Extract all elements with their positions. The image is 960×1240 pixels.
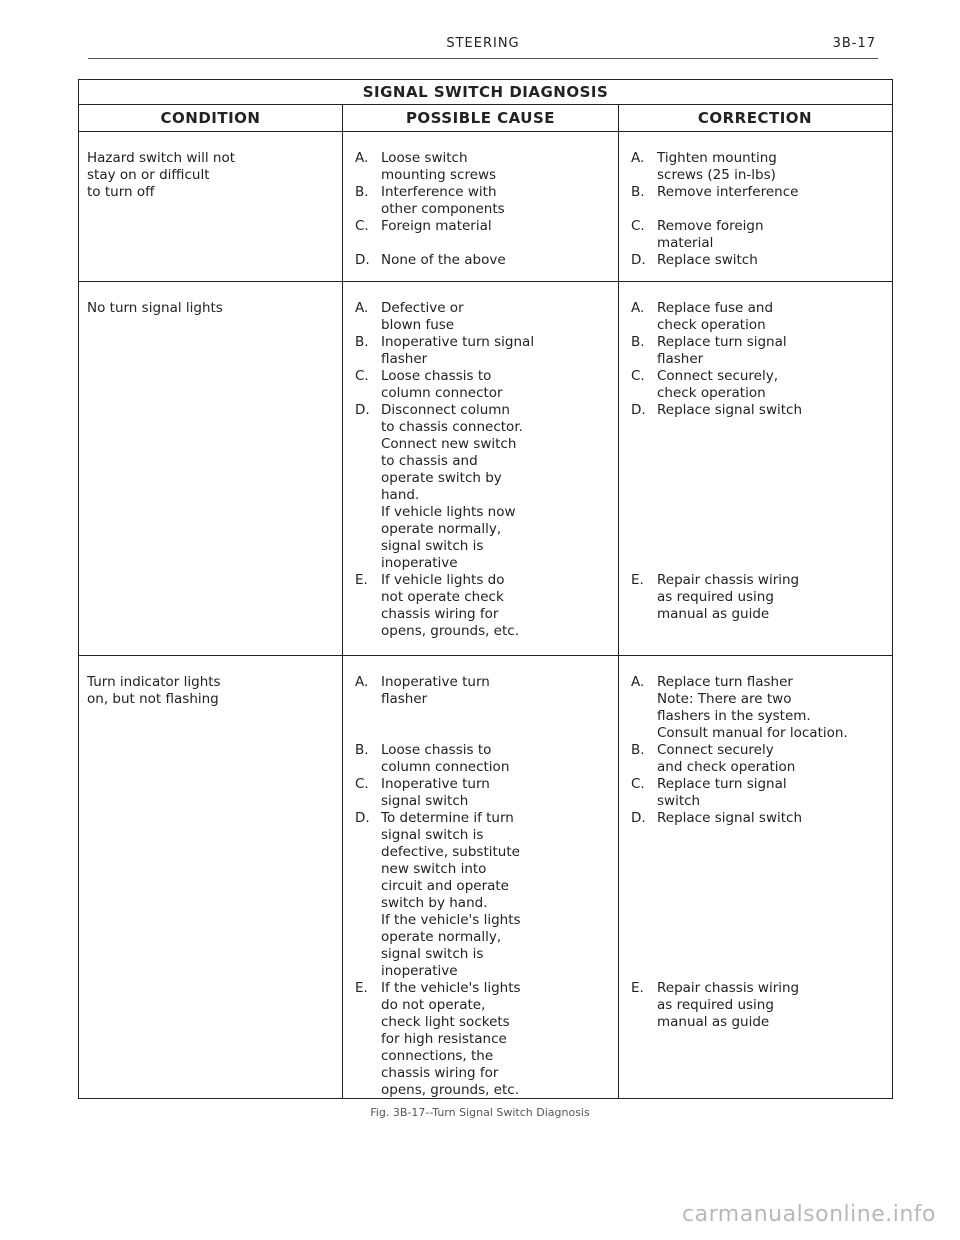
- condition-cell: Turn indicator lights on, but not flashing: [87, 674, 221, 707]
- cause-item: [351, 184, 612, 218]
- item-text: Replace fuse and check operation: [657, 300, 774, 333]
- item-letter: D.: [631, 810, 646, 826]
- item-text: Defective or blown fuse: [381, 300, 464, 333]
- item-letter: C.: [355, 218, 369, 234]
- item-text: Loose chassis to column connector: [381, 368, 503, 401]
- table-title: SIGNAL SWITCH DIAGNOSIS: [79, 80, 892, 105]
- item-letter: A.: [355, 674, 369, 690]
- cause-item: [351, 742, 612, 776]
- column-header-condition: CONDITION: [160, 109, 261, 127]
- correction-item: [627, 334, 885, 368]
- condition-cell: No turn signal lights: [87, 300, 223, 316]
- cause-item: [351, 674, 612, 708]
- correction-item: [627, 368, 885, 402]
- item-letter: A.: [355, 150, 369, 166]
- item-text: Replace signal switch: [657, 402, 803, 418]
- item-letter: B.: [355, 742, 369, 758]
- possible-cause-cell: [342, 656, 618, 1099]
- correction-cell: [618, 656, 891, 1099]
- column-header-possible-cause: POSSIBLE CAUSE: [342, 105, 618, 131]
- cause-item: [351, 218, 612, 235]
- item-letter: C.: [631, 218, 645, 234]
- item-letter: B.: [631, 742, 645, 758]
- item-letter: C.: [631, 776, 645, 792]
- item-text: Inoperative turn signal switch: [381, 776, 490, 809]
- item-text: Replace switch: [657, 252, 758, 268]
- site-watermark: carmanualsonline.info: [682, 1202, 936, 1227]
- item-letter: B.: [631, 184, 645, 200]
- cause-item: [351, 150, 612, 184]
- cause-item: [351, 810, 612, 980]
- correction-item: [627, 402, 885, 419]
- item-text: Repair chassis wiring as required using manual as guide: [657, 980, 800, 1030]
- column-headers: [79, 105, 892, 132]
- item-text: Loose switch mounting screws: [381, 150, 497, 183]
- correction-item: [627, 150, 885, 184]
- item-text: Remove foreign material: [657, 218, 764, 251]
- item-letter: C.: [355, 368, 369, 384]
- item-letter: A.: [631, 150, 645, 166]
- item-text: None of the above: [381, 252, 506, 268]
- correction-item: [627, 810, 885, 827]
- possible-cause-cell: [342, 282, 618, 655]
- correction-item: [627, 980, 885, 1031]
- correction-cell: [618, 282, 891, 655]
- column-header-correction: CORRECTION: [618, 105, 891, 131]
- item-text: Replace signal switch: [657, 810, 803, 826]
- cause-item: [351, 252, 612, 269]
- page-header: [88, 34, 878, 59]
- item-letter: E.: [355, 572, 368, 588]
- figure-caption: Fig. 3B-17--Turn Signal Switch Diagnosis: [370, 1106, 590, 1119]
- item-text: Tighten mounting screws (25 in-lbs): [657, 150, 777, 183]
- table-row: [79, 282, 892, 656]
- item-letter: D.: [355, 402, 370, 418]
- item-letter: C.: [355, 776, 369, 792]
- item-text: Repair chassis wiring as required using manual as guide: [657, 572, 800, 622]
- correction-item: [627, 252, 885, 269]
- item-text: Replace turn signal switch: [657, 776, 787, 809]
- item-text: To determine if turn signal switch is defective, substitute new switch into circuit and operate switch by hand. If the vehicle's lights operate normally, signal switch is inoperative: [381, 810, 521, 979]
- item-letter: A.: [631, 300, 645, 316]
- item-letter: E.: [631, 980, 644, 996]
- item-text: Replace turn signal flasher: [657, 334, 787, 367]
- correction-item: [627, 572, 885, 623]
- correction-item: [627, 742, 885, 776]
- item-letter: D.: [631, 252, 646, 268]
- cause-item: [351, 334, 612, 368]
- correction-item: [627, 184, 885, 201]
- item-text: Connect securely and check operation: [657, 742, 796, 775]
- correction-item: [627, 776, 885, 810]
- cause-item: [351, 572, 612, 640]
- possible-cause-cell: [342, 132, 618, 281]
- cause-item: [351, 402, 612, 572]
- item-letter: D.: [631, 402, 646, 418]
- item-text: Loose chassis to column connection: [381, 742, 510, 775]
- item-letter: D.: [355, 252, 370, 268]
- item-text: Replace turn flasher Note: There are two flashers in the system. Consult manual for location.: [657, 674, 848, 741]
- item-letter: E.: [355, 980, 368, 996]
- cause-item: [351, 300, 612, 334]
- item-letter: B.: [355, 334, 369, 350]
- item-text: Interference with other components: [381, 184, 505, 217]
- condition-cell: Hazard switch will not stay on or difficult to turn off: [87, 150, 236, 200]
- correction-item: [627, 674, 885, 742]
- item-text: If the vehicle's lights do not operate, check light sockets for high resistance connections, the chassis wiring for opens, grounds, etc.: [381, 980, 521, 1098]
- item-text: Remove interference: [657, 184, 799, 200]
- item-text: Inoperative turn signal flasher: [381, 334, 535, 367]
- item-letter: B.: [631, 334, 645, 350]
- item-letter: C.: [631, 368, 645, 384]
- table-row: [79, 656, 892, 1099]
- correction-item: [627, 300, 885, 334]
- item-letter: D.: [355, 810, 370, 826]
- cause-item: [351, 368, 612, 402]
- item-letter: A.: [631, 674, 645, 690]
- item-text: Disconnect column to chassis connector. Connect new switch to chassis and operate switch by hand. If vehicle lights now operate normally, signal switch is inoperative: [381, 402, 523, 571]
- item-text: Foreign material: [381, 218, 492, 234]
- item-text: Inoperative turn flasher: [381, 674, 490, 707]
- item-letter: A.: [355, 300, 369, 316]
- cause-item: [351, 980, 612, 1099]
- cause-item: [351, 776, 612, 810]
- page-section-title: STEERING: [446, 36, 520, 51]
- item-text: Connect securely, check operation: [657, 368, 779, 401]
- correction-cell: [618, 132, 891, 281]
- item-letter: B.: [355, 184, 369, 200]
- signal-switch-diagnosis-table: [78, 79, 893, 1099]
- item-text: If vehicle lights do not operate check chassis wiring for opens, grounds, etc.: [381, 572, 519, 639]
- correction-item: [627, 218, 885, 252]
- page-number: 3B-17: [832, 36, 876, 51]
- table-row: [79, 132, 892, 282]
- item-letter: E.: [631, 572, 644, 588]
